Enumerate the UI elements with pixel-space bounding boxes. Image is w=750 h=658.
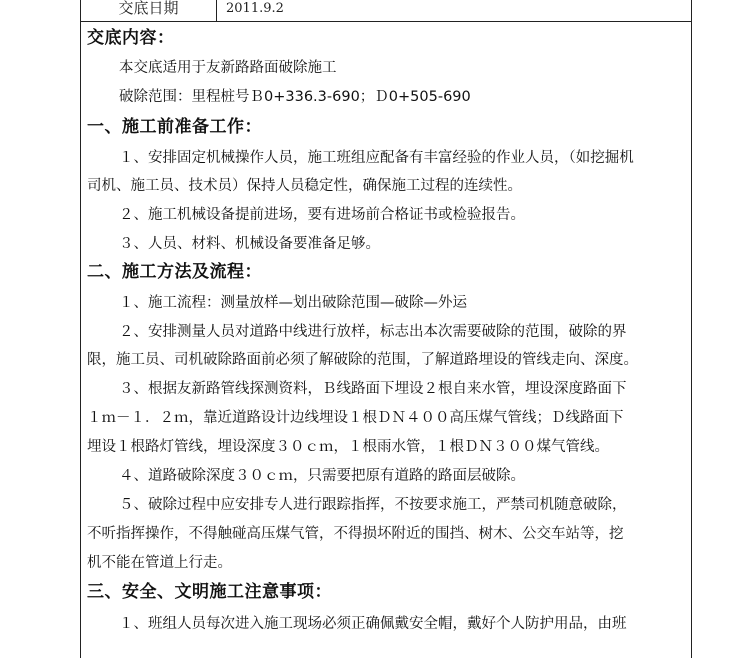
section-3-heading: 三、安全、文明施工注意事项：	[87, 582, 332, 602]
content-title: 交底内容：	[87, 28, 175, 48]
handover-table	[80, 0, 692, 658]
intro-scope-text: 本交底适用于友新路路面破除施工	[119, 60, 337, 76]
section-1-item-3: ３、人员、材料、机械设备要准备足够。	[119, 236, 380, 252]
section-2-item-1: １、施工流程：测量放样—划出破除范围—破除—外运	[119, 295, 467, 311]
section-2-item-4: ４、道路破除深度３０ｃｍ，只需要把原有道路的路面层破除。	[119, 468, 525, 484]
section-1-heading: 一、施工前准备工作：	[87, 117, 262, 137]
section-2-item-2-line-2: 限，施工员、司机破除路面前必须了解破除的范围，了解道路埋设的管线走向、深度。	[87, 352, 638, 368]
section-2-item-3-line-3: 埋设１根路灯管线，埋设深度３０ｃｍ，１根雨水管，１根ＤＮ３００煤气管线。	[87, 439, 609, 455]
date-label: 交底日期	[81, 0, 217, 21]
section-1-item-1-line-1: １、安排固定机械操作人员，施工班组应配备有丰富经验的作业人员，（如挖掘机	[119, 150, 634, 166]
date-row	[81, 0, 691, 22]
section-3-item-1-line-1: １、班组人员每次进入施工现场必须正确佩戴安全帽，戴好个人防护用品，由班	[119, 616, 627, 632]
intro-range-text: 破除范围：里程桩号Ｂ0+336.3-690；Ｄ0+505-690	[119, 89, 471, 105]
section-2-heading: 二、施工方法及流程：	[87, 262, 262, 282]
section-1-item-1-line-2: 司机、施工员、技术员）保持人员稳定性，确保施工过程的连续性。	[87, 178, 522, 194]
section-2-item-3-line-1: ３、根据友新路管线探测资料，Ｂ线路面下埋设２根自来水管，埋设深度路面下	[119, 381, 627, 397]
date-value: 2011.9.2	[226, 1, 284, 16]
section-2-item-5-line-3: 机不能在管道上行走。	[87, 555, 232, 571]
section-2-item-3-line-2: １ｍ－１．２ｍ，靠近道路设计边线埋设１根ＤＮ４００高压煤气管线；Ｄ线路面下	[87, 410, 624, 426]
section-1-item-2: ２、施工机械设备提前进场，要有进场前合格证书或检验报告。	[119, 207, 525, 223]
section-2-item-5-line-2: 不听指挥操作，不得触碰高压煤气管，不得损坏附近的围挡、树木、公交车站等，挖	[87, 526, 624, 542]
section-2-item-5-line-1: ５、破除过程中应安排专人进行跟踪指挥，不按要求施工，严禁司机随意破除，	[119, 497, 627, 513]
section-2-item-2-line-1: ２、安排测量人员对道路中线进行放样，标志出本次需要破除的范围，破除的界	[119, 324, 627, 340]
